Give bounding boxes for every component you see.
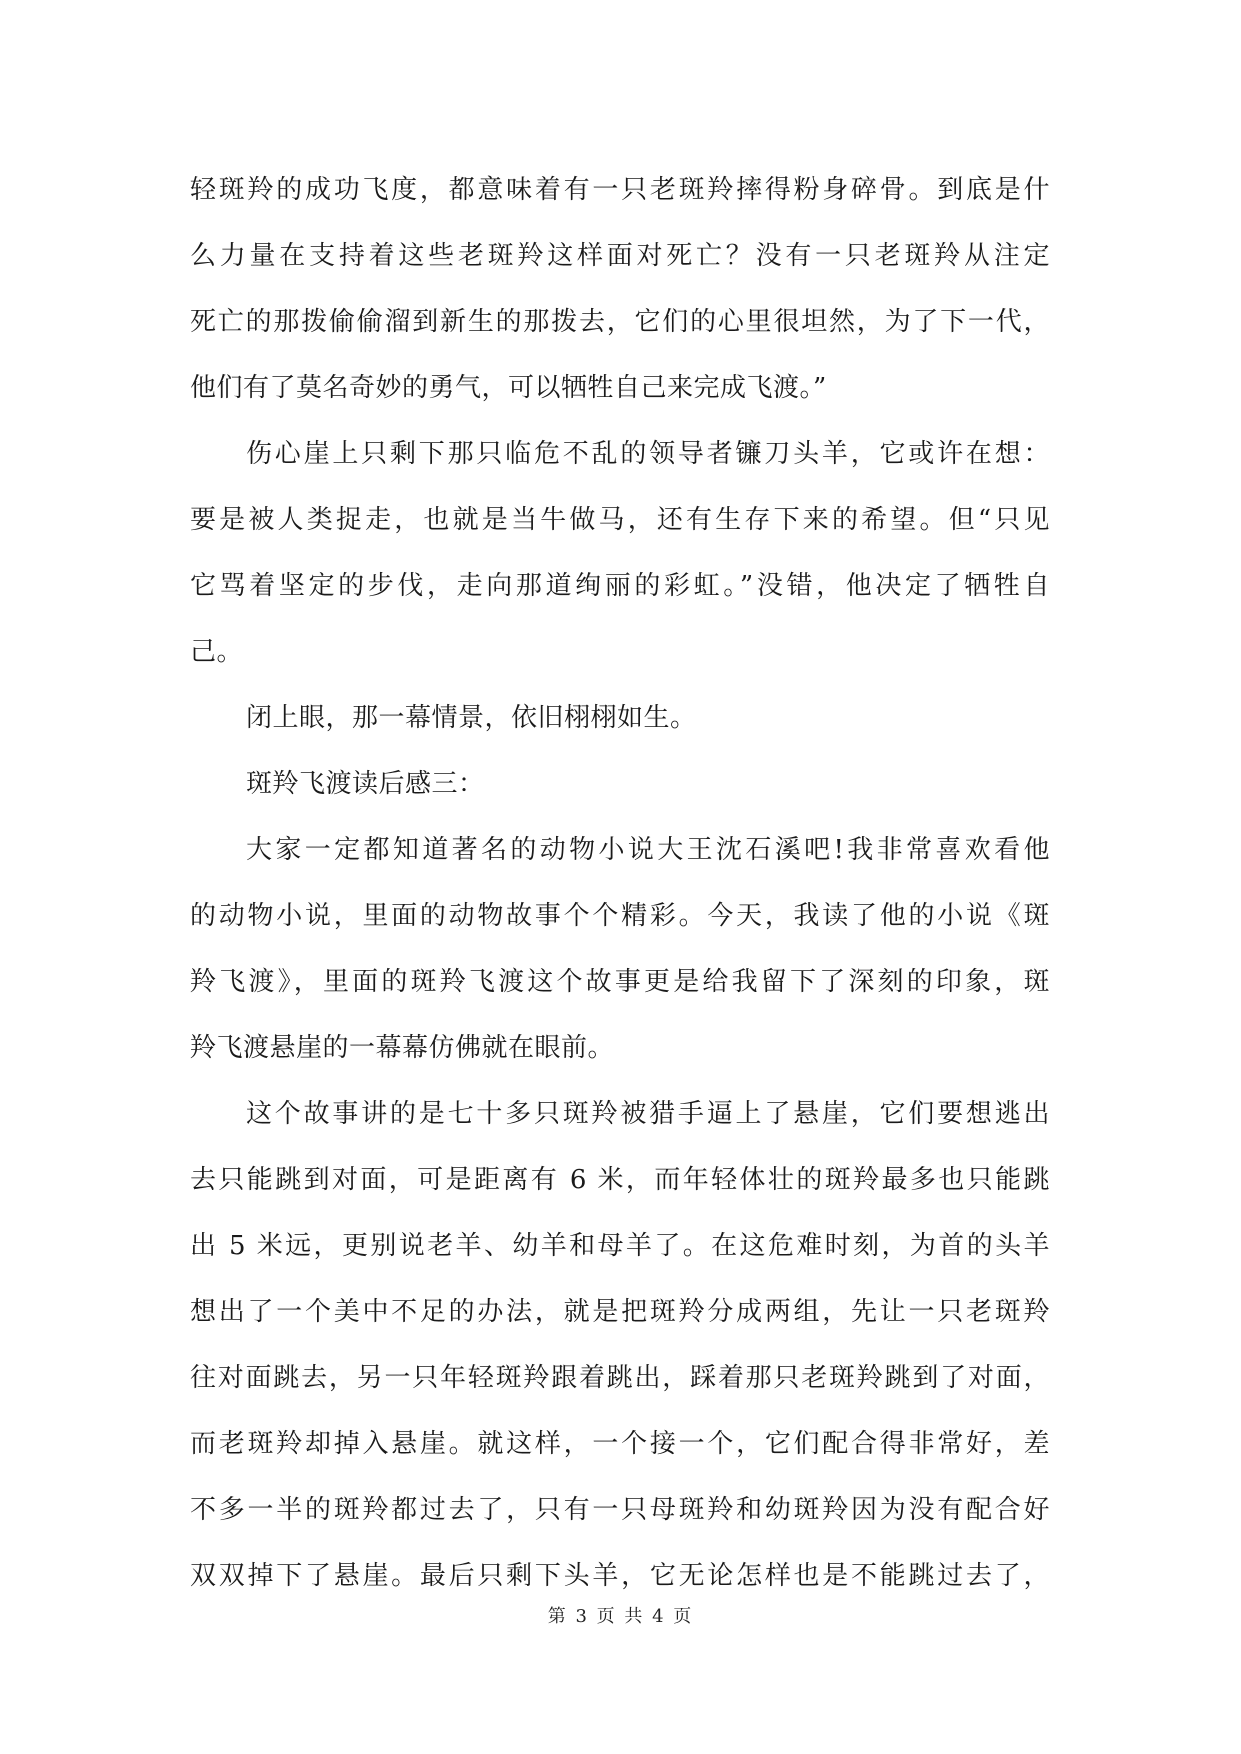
footer-total-pages: 4 (652, 1606, 666, 1627)
footer-suffix: 页 (673, 1606, 694, 1627)
text-line-2: 么力量在支持着这些老斑羚这样面对死亡？没有一只老斑羚从注定 (190, 241, 1050, 271)
text-line-20: 而老斑羚却掉入悬崖。就这样，一个接一个，它们配合得非常好，差 (190, 1429, 1050, 1459)
text-line-21: 不多一半的斑羚都过去了，只有一只母斑羚和幼斑羚因为没有配合好 (190, 1495, 1050, 1525)
footer-current-page: 3 (575, 1606, 589, 1627)
footer-prefix: 第 (547, 1606, 568, 1627)
text-line-7: 它骂着坚定的步伐，走向那道绚丽的彩虹。”没错，他决定了牺牲自 (190, 571, 1050, 601)
body-text (190, 157, 1050, 1609)
text-line-17: 出 5 米远，更别说老羊、幼羊和母羊了。在这危难时刻，为首的头羊 (190, 1231, 1050, 1261)
text-line-22: 双双掉下了悬崖。最后只剩下头羊，它无论怎样也是不能跳过去了， (190, 1561, 1050, 1591)
text-line-12: 的动物小说，里面的动物故事个个精彩。今天，我读了他的小说《斑 (190, 901, 1050, 931)
text-line-4: 他们有了莫名奇妙的勇气，可以牺牲自己来完成飞渡。” (190, 373, 827, 403)
text-line-6: 要是被人类捉走，也就是当牛做马，还有生存下来的希望。但“只见 (190, 505, 1050, 535)
text-line-18: 想出了一个美中不足的办法，就是把斑羚分成两组，先让一只老斑羚 (190, 1297, 1050, 1327)
text-line-1: 轻斑羚的成功飞度，都意味着有一只老斑羚摔得粉身碎骨。到底是什 (190, 175, 1050, 205)
text-line-19: 往对面跳去，另一只年轻斑羚跟着跳出，踩着那只老斑羚跳到了对面， (190, 1363, 1050, 1393)
text-line-3: 死亡的那拨偷偷溜到新生的那拨去，它们的心里很坦然，为了下一代， (190, 307, 1050, 337)
text-line-14: 羚飞渡悬崖的一幕幕仿佛就在眼前。 (190, 1033, 615, 1063)
footer-middle: 页 共 (596, 1606, 645, 1627)
text-line-16: 去只能跳到对面，可是距离有 6 米，而年轻体壮的斑羚最多也只能跳 (190, 1165, 1050, 1195)
text-line-15: 这个故事讲的是七十多只斑羚被猎手逼上了悬崖，它们要想逃出 (246, 1099, 1050, 1129)
text-line-11: 大家一定都知道著名的动物小说大王沈石溪吧!我非常喜欢看他 (246, 835, 1050, 865)
text-line-5: 伤心崖上只剩下那只临危不乱的领导者镰刀头羊，它或许在想： (246, 439, 1050, 469)
text-line-8: 己。 (190, 637, 244, 667)
page-footer (0, 1602, 1241, 1628)
section-heading: 斑羚飞渡读后感三： (246, 769, 485, 799)
text-line-9: 闭上眼，那一幕情景，依旧栩栩如生。 (246, 703, 697, 733)
text-line-13: 羚飞渡》，里面的斑羚飞渡这个故事更是给我留下了深刻的印象，斑 (190, 967, 1050, 997)
